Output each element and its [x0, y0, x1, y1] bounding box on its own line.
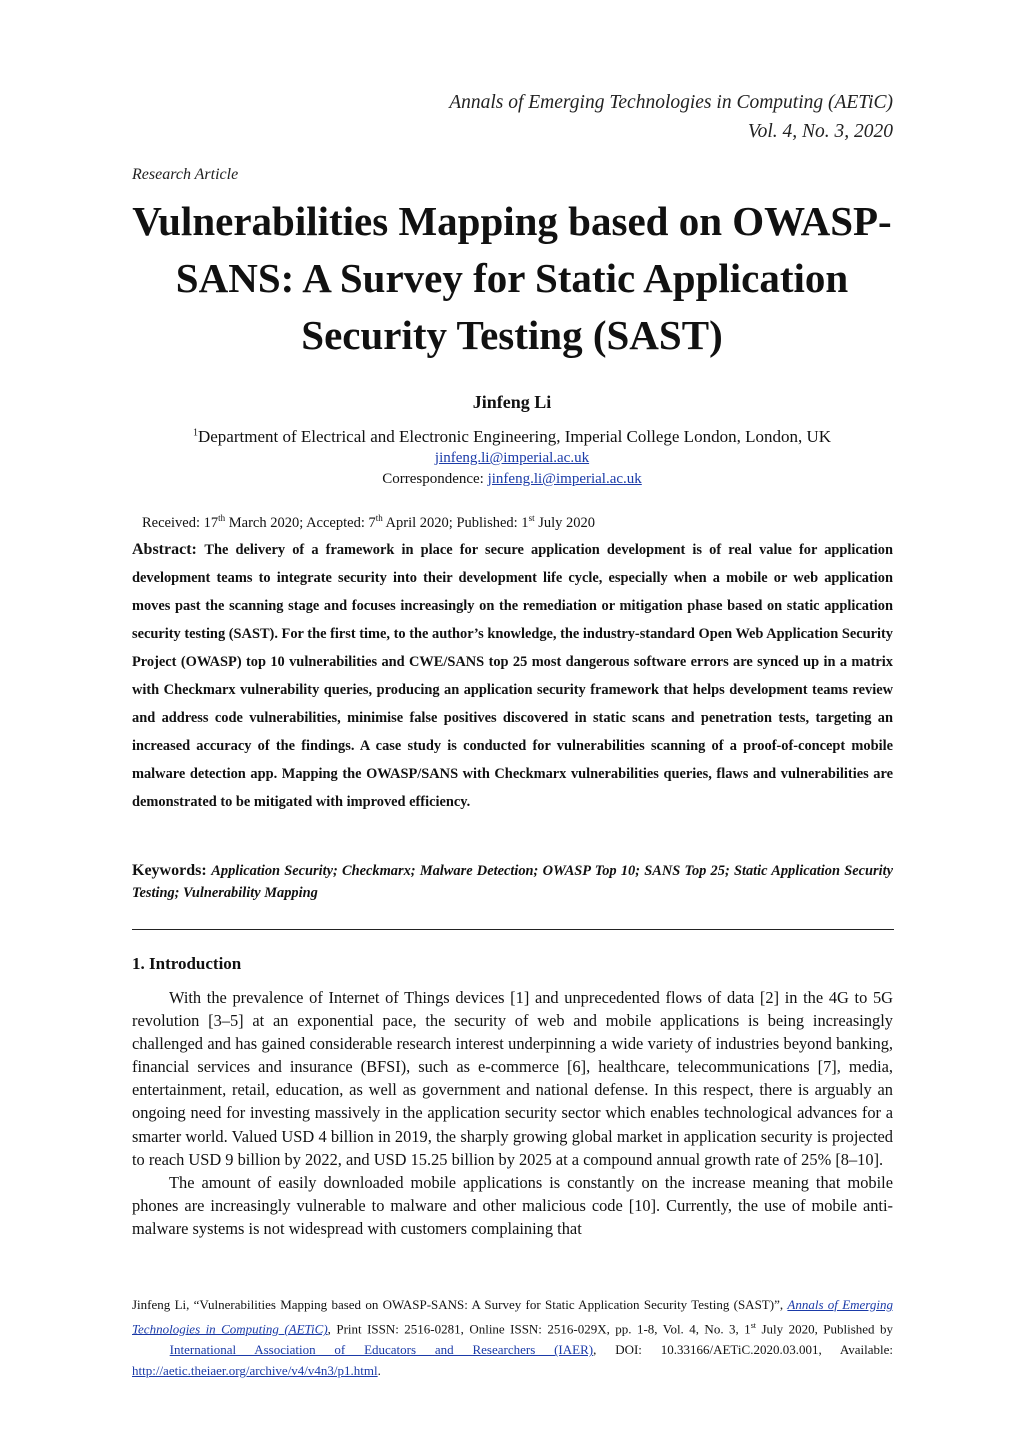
footer-issn-sup: st	[750, 1321, 757, 1330]
accepted-date: March 2020; Accepted: 7	[225, 514, 376, 531]
published-date-rest: July 2020	[534, 514, 595, 531]
abstract-text: The delivery of a framework in place for secure application development is of real value for application development teams to integrate security into their development life cycle, especially when a mobile or web application moves past the scanning stage and focuses increasingly on the remediation or mitigation phase based on static application security testing (SAST). For the first time, to the author’s knowledge, the industry-standard Open Web Application Security Project (OWASP) top 10 vulnerabilities and CWE/SANS top 25 most dangerous software errors are synced up in a matrix with Checkmarx vulnerability queries, producing an application security framework that helps development teams review and address code vulnerabilities, minimise false positives discovered in static scans and penetration tests, targeting an increased accuracy of the findings. A case study is conducted for vulnerabilities scanning of a proof-of-concept mobile malware detection app. Mapping the OWASP/SANS with Checkmarx vulnerabilities queries, flaws and vulnerabilities are demonstrated to be mitigated with improved efficiency.	[132, 542, 893, 810]
author-email-link[interactable]: jinfeng.li@imperial.ac.uk	[434, 450, 590, 466]
keywords-text: Application Security; Checkmarx; Malware Detection; OWASP Top 10; SANS Top 25; Static Application Security Testing; Vulnerability Mapping	[132, 863, 893, 901]
footer-publisher-link[interactable]: International Association of Educators and Researchers (IAER)	[169, 1342, 594, 1358]
footer-published-by: July 2020, Published by	[761, 1321, 893, 1337]
abstract-colon: :	[191, 541, 205, 558]
section-divider	[132, 929, 894, 930]
footer-end: .	[377, 1363, 381, 1379]
footer-url-link[interactable]: http://aetic.theiaer.org/archive/v4/v4n3/p1.html	[132, 1363, 378, 1379]
author-email-line	[0, 450, 1024, 467]
citation-footer	[132, 1294, 893, 1381]
footer-doi: , DOI: 10.33166/AETiC.2020.03.001,	[593, 1342, 822, 1358]
journal-name: Annals of Emerging Technologies in Computing (AETiC)	[449, 92, 893, 113]
affiliation-marker: 1	[192, 427, 198, 439]
article-type: Research Article	[132, 166, 239, 183]
paragraph: The amount of easily downloaded mobile applications is constantly on the increase meaning that mobile phones are increasingly vulnerable to malware and other malicious code [10]. Currently, the use of mobile anti-malware systems is not widespread with customers complaining that	[132, 1172, 893, 1238]
keywords-colon: :	[201, 862, 212, 879]
correspondence-email-link[interactable]: jinfeng.li@imperial.ac.uk	[487, 471, 642, 487]
footer-available-label: Available:	[839, 1342, 894, 1358]
journal-header	[449, 88, 893, 146]
journal-volume: Vol. 4, No. 3, 2020	[747, 121, 893, 142]
correspondence-label: Correspondence:	[382, 471, 488, 487]
published-date: April 2020; Published: 1	[382, 514, 529, 531]
abstract	[132, 536, 893, 816]
accepted-sup: th	[375, 513, 383, 523]
received-date: Received: 17	[142, 514, 219, 531]
section-heading: 1. Introduction	[132, 954, 242, 973]
received-sup: th	[218, 513, 226, 523]
footer-journal-link[interactable]: Annals of Emerging Technologies in Computing (AETiC)	[132, 1297, 893, 1337]
paper-title: Vulnerabilities Mapping based on OWASP-SANS: A Survey for Static Application Security Testing (SAST)	[132, 198, 892, 358]
author-name: Jinfeng Li	[472, 392, 552, 412]
keywords	[132, 860, 893, 904]
abstract-label: Abstract	[132, 541, 192, 558]
correspondence-line	[0, 471, 1024, 488]
introduction-body	[132, 986, 893, 1240]
affiliation	[0, 427, 1024, 447]
affiliation-text: Department of Electrical and Electronic Engineering, Imperial College London, London, UK	[197, 427, 832, 446]
footer-citation: Jinfeng Li, “Vulnerabilities Mapping based on OWASP-SANS: A Survey for Static Application Security Testing (SAST)”,	[132, 1297, 784, 1312]
footer-issn: , Print ISSN: 2516-0281, Online ISSN: 2516-029X, pp. 1-8, Vol. 4, No. 3, 1	[327, 1321, 751, 1337]
paragraph: With the prevalence of Internet of Things devices [1] and unprecedented flows of data [2] in the 4G to 5G revolution [3–5] at an exponential pace, the security of web and mobile applications is being increasingly challenged and has gained considerable research interest underpinning a wide variety of industries beyond banking, financial services and insurance (BFSI), such as e-commerce [6], healthcare, telecommunications [7], media, entertainment, retail, education, as well as government and national defense. In this respect, there is arguably an ongoing need for investing massively in the application security sector which enables technological advances for a smarter world. Valued USD 4 billion in 2019, the sharply growing global market in application security is projected to reach USD 9 billion by 2022, and USD 15.25 billion by 2025 at a compound annual growth rate of 25% [8–10].	[132, 988, 893, 1169]
published-sup: st	[528, 513, 535, 523]
publication-dates	[142, 513, 595, 532]
keywords-label: Keywords	[132, 862, 202, 879]
